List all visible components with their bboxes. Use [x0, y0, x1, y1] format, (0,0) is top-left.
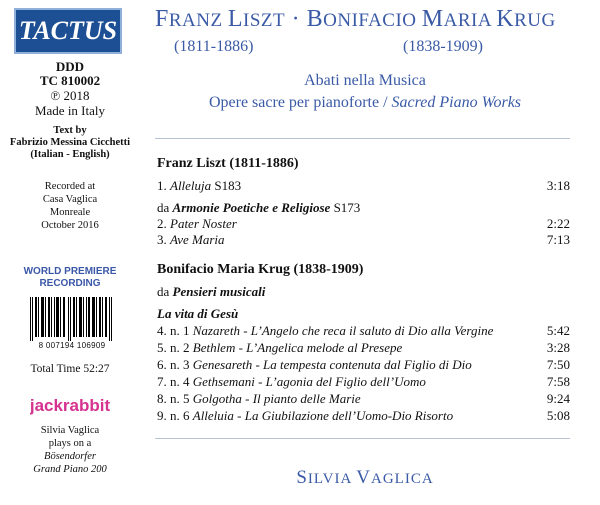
text-by-label: Text by [53, 125, 87, 136]
text-by-lang: (Italian - English) [30, 149, 110, 160]
recorded-line1: Recorded at [44, 181, 96, 192]
years-krug: (1838-1909) [403, 38, 483, 55]
album-subtitle [155, 94, 575, 112]
liszt-source-catalog: S173 [330, 200, 361, 215]
piano-line3: Bösendorfer [44, 451, 96, 462]
composer2-initial-k: K [496, 6, 515, 32]
album-title: Abati nella Musica [304, 72, 426, 89]
composer2-part-c: RUG [514, 10, 556, 31]
track-5 [157, 340, 402, 356]
track-1-catalog: S183 [211, 178, 242, 193]
track-6-title: Genesareth - La tempesta contenuta dal Figlio di Dio [192, 357, 472, 372]
track-7 [157, 374, 426, 390]
track-8-duration: 9:24 [546, 391, 570, 406]
track-3-number: 3. [157, 232, 170, 247]
barcode-number: 8 007194 106909 [38, 341, 106, 350]
track-7-number: 7. n. 4 [157, 374, 193, 389]
track-9-number: 9. n. 6 [157, 408, 193, 423]
composer1-part-b: ISZT [243, 10, 286, 31]
tactus-logo: TACTUS [14, 8, 122, 54]
track-9-title: Alleluia - La Giubilazione dell’Uomo-Dio Risorto [192, 408, 454, 423]
composer1-initial-l: L [227, 6, 244, 32]
track-6 [157, 357, 472, 373]
jackrabbit-logo [30, 392, 110, 418]
track-1 [157, 178, 241, 194]
subtitle-english: Sacred Piano Works [391, 94, 522, 111]
track-6-duration: 7:50 [546, 357, 570, 372]
track-8 [157, 391, 361, 407]
track-4 [157, 323, 493, 339]
track-4-number: 4. n. 1 [157, 323, 193, 338]
piano-line4: Grand Piano 200 [33, 464, 107, 475]
performer-part-b: AGLICA [371, 471, 434, 487]
liszt-source-prefix: da [157, 200, 173, 215]
cycle-title: La vita di Gesù [157, 306, 239, 321]
track-1-title: Alleluja [170, 178, 212, 193]
track-4-title: Nazareth - L’Angelo che reca il saluto di Dio alla Vergine [192, 323, 494, 338]
composer2-part-a: ONIFACIO [323, 10, 422, 31]
track-6-number: 6. n. 3 [157, 357, 193, 372]
composer1-initial: F [155, 6, 169, 32]
recorded-line2: Casa Vaglica [42, 194, 98, 205]
track-3 [157, 232, 225, 248]
liszt-heading: Franz Liszt (1811-1886) [157, 156, 299, 171]
recorded-line3: Monreale [49, 207, 91, 218]
phonogram: ℗ 2018 [50, 88, 90, 103]
track-2-number: 2. [157, 216, 170, 231]
made-in: Made in Italy [34, 103, 106, 118]
krug-source-title: Pensieri musicali [172, 284, 266, 299]
krug-heading: Bonifacio Maria Krug (1838-1909) [157, 262, 364, 277]
track-2-duration: 2:22 [546, 216, 570, 231]
track-1-number: 1. [157, 178, 170, 193]
track-8-title: Golgotha - Il pianto delle Marie [192, 391, 361, 406]
piano-line1: Silvia Vaglica [40, 425, 100, 436]
format-ddd: DDD [55, 59, 85, 74]
krug-source-prefix: da [157, 284, 173, 299]
top-divider [155, 138, 570, 139]
subtitle-italian: Opere sacre per pianoforte / [208, 94, 392, 111]
track-2 [157, 216, 237, 232]
composer-separator: · [285, 6, 307, 32]
recorded-line4: October 2016 [41, 220, 99, 231]
track-9-duration: 5:08 [546, 408, 570, 423]
composer2-part-b: ARIA [443, 10, 497, 31]
composer2-initial-b: B [306, 6, 324, 32]
liszt-source [157, 200, 360, 216]
catalog-number: TC 810002 [39, 73, 101, 88]
premiere-line2: RECORDING [39, 278, 101, 289]
piano-line2: plays on a [48, 438, 92, 449]
bottom-divider [155, 438, 570, 439]
total-time: Total Time 52:27 [30, 363, 110, 375]
liszt-source-title: Armonie Poetiche e Religiose [172, 200, 331, 215]
performer-initial-s: S [296, 467, 308, 488]
composers-title [155, 6, 556, 33]
composer1-part-a: RANZ [168, 10, 228, 31]
track-8-number: 8. n. 5 [157, 391, 193, 406]
performer-part-a: ILVIA [307, 471, 357, 487]
performer-initial-v: V [356, 467, 371, 488]
krug-source [157, 284, 265, 300]
years-liszt: (1811-1886) [174, 38, 254, 55]
track-5-number: 5. n. 2 [157, 340, 193, 355]
track-3-title: Ave Maria [170, 232, 225, 247]
jackrabbit-logo-text: jackrabbit [30, 396, 110, 415]
performer-name [155, 467, 575, 489]
track-1-duration: 3:18 [546, 178, 570, 193]
composer2-initial-m: M [421, 6, 444, 32]
track-4-duration: 5:42 [546, 323, 570, 338]
track-5-duration: 3:28 [546, 340, 570, 355]
track-2-title: Pater Noster [170, 216, 237, 231]
text-by-name: Fabrizio Messina Cicchetti [9, 137, 131, 148]
track-7-title: Gethsemani - L’agonia del Figlio dell’Uomo [192, 374, 426, 389]
track-9 [157, 408, 453, 424]
premiere-line1: WORLD PREMIERE [23, 266, 117, 277]
track-5-title: Bethlem - L’Angelica melode al Presepe [192, 340, 403, 355]
barcode [30, 297, 112, 341]
track-3-duration: 7:13 [546, 232, 570, 247]
track-7-duration: 7:58 [546, 374, 570, 389]
